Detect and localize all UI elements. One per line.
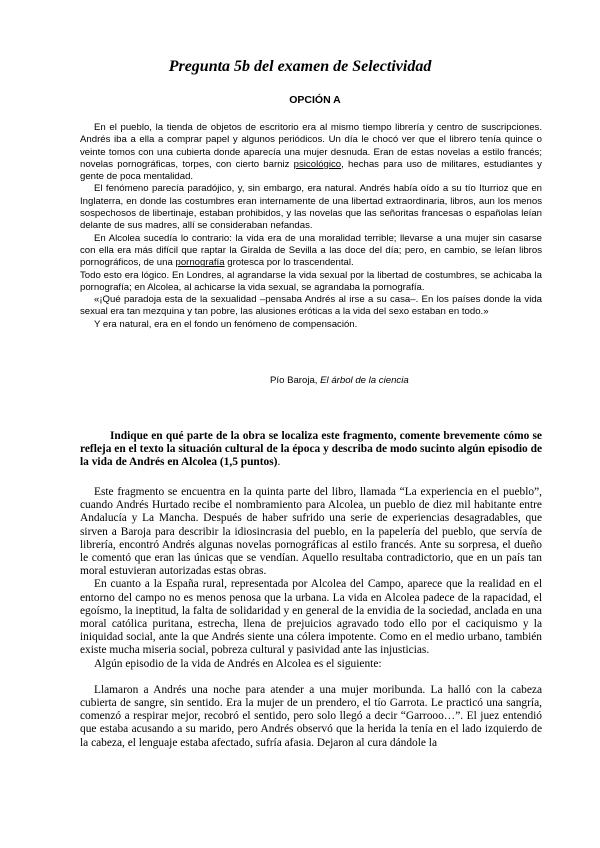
answer-body bbox=[80, 486, 542, 750]
excerpt-paragraph-5: «¡Qué paradoja esta de la sexualidad –pensaba Andrés al irse a su casa–. En los países donde la vida sexual era tan mezquina y tan pobre, las alusiones eróticas a la vida del sexo estaban en todo.» bbox=[80, 294, 542, 318]
attribution-work: El árbol de la ciencia bbox=[320, 375, 409, 386]
excerpt-paragraph-6: Y era natural, era en el fondo un fenómeno de compensación. bbox=[94, 318, 358, 330]
literary-excerpt bbox=[80, 122, 542, 331]
excerpt-paragraph-3: En Alcolea sucedía lo contrario: la vida era de una moralidad terrible; llevarse a una mujer sin casarse con ella era más difícil que raptar la Giralda de Sevilla a las doce del día; pero, en cambio, se leían libros pornográficos, de una pornografía grotesca por lo trascendental. bbox=[80, 232, 542, 269]
excerpt-attribution bbox=[270, 375, 470, 386]
answer-paragraph-2: En cuanto a la España rural, representada por Alcolea del Campo, aparece que la realidad en el entorno del campo no es menos penosa que la urbana. La vida en Alcolea padece de la rapacidad, el egoísmo, la ineptitud, la falta de solidaridad y en general de la envidia de la sociedad, anclada en una moral católica puritana, estrecha, llena de prejuicios agravado todo ello por el caciquismo y la iniquidad social, ante la que Andrés siente una cólera impotente. Como en el medio urbano, también existe mucha miseria social, pobreza cultural y pasividad ante las injusticias. bbox=[80, 578, 542, 657]
underlined-word: pornografía bbox=[175, 257, 225, 269]
attribution-author: Pío Baroja, bbox=[270, 375, 321, 386]
answer-paragraph-1: Este fragmento se encuentra en la quinta parte del libro, llamada “La experiencia en el pueblo”, cuando Andrés Hurtado recibe el nombramiento para Alcolea, un pueblo de diez mil habitante entre Andalucía y La Mancha. Después de haber sufrido una serie de experiencias desagradables, que sirven a Baroja para describir la idiosincrasia del pueblo, en la papelería del pueblo, que servía de librería, encontró Andrés algunas novelas pornográficas al estilo francés. Ante su sorpresa, el dueño le comentó que eran las únicas que se vendían. Aquello resultaba contradictorio, que en un país tan moral estuvieran autorizadas estas obras. bbox=[80, 486, 542, 578]
excerpt-paragraph-4: Todo esto era lógico. En Londres, al agrandarse la vida sexual por la libertad de costumbres, se achicaba la pornografía; en Alcolea, al achicarse la vida sexual, se agrandaba la pornografía. bbox=[80, 269, 542, 293]
underlined-word: psicológico bbox=[293, 158, 342, 170]
exam-question: Indique en qué parte de la obra se localiza este fragmento, comente brevemente cómo se refleja en el texto la situación cultural de la época y describa de modo sucinto algún episodio de la vida de Andrés en Alcolea (1,5 puntos). bbox=[80, 430, 542, 468]
document-title: Pregunta 5b del examen de Selectividad bbox=[168, 58, 432, 75]
answer-paragraph-3: Algún episodio de la vida de Andrés en Alcolea es el siguiente: bbox=[94, 657, 382, 670]
excerpt-paragraph-1: En el pueblo, la tienda de objetos de escritorio era al mismo tiempo librería y centro de suscripciones. Andrés iba a ella a comprar papel y algunos periódicos. Un día le chocó ver que el librero tenía quince o veinte tomos con una cubierta donde aparecía una mujer desnuda. Eran de estas novelas a estilo francés; novelas pornográficas, torpes, con cierto barniz psicológico, hechas para uso de militares, estudiantes y gente de poca mentalidad. bbox=[80, 122, 542, 183]
option-heading: OPCIÓN A bbox=[289, 94, 341, 106]
excerpt-paragraph-2: El fenómeno parecía paradójico, y, sin embargo, era natural. Andrés había oído a su tío Iturrioz que en Inglaterra, en donde las costumbres eran internamente de una libertad extraordinaria, libros, aun los menos sospechosos de libertinaje, estaban prohibidos, y las novelas que las señoritas francesas o españolas leían delante de sus madres, allí se consideraban nefandas. bbox=[80, 183, 542, 232]
answer-paragraph-4: Llamaron a Andrés una noche para atender a una mujer moribunda. La halló con la cabeza cubierta de sangre, sin sentido. Era la mujer de un prendero, el tío Garrota. Le practicó una sangría, comenzó a respirar mejor, recobró el sentido, pero solo llegó a decir “Garrooo…”. El juez entendió que estaba acusando a su marido, pero Andrés observó que la herida la tenía en el lado izquierdo de la cabeza, el lenguaje estaba afectado, sufría afasia. Dejaron al cura dándole la bbox=[80, 683, 542, 749]
question-text: Indique en qué parte de la obra se localiza este fragmento, comente brevemente cómo se refleja en el texto la situación cultural de la época y describa de modo sucinto algún episodio de la vida de Andrés en Alcolea (1,5 puntos) bbox=[80, 430, 542, 468]
